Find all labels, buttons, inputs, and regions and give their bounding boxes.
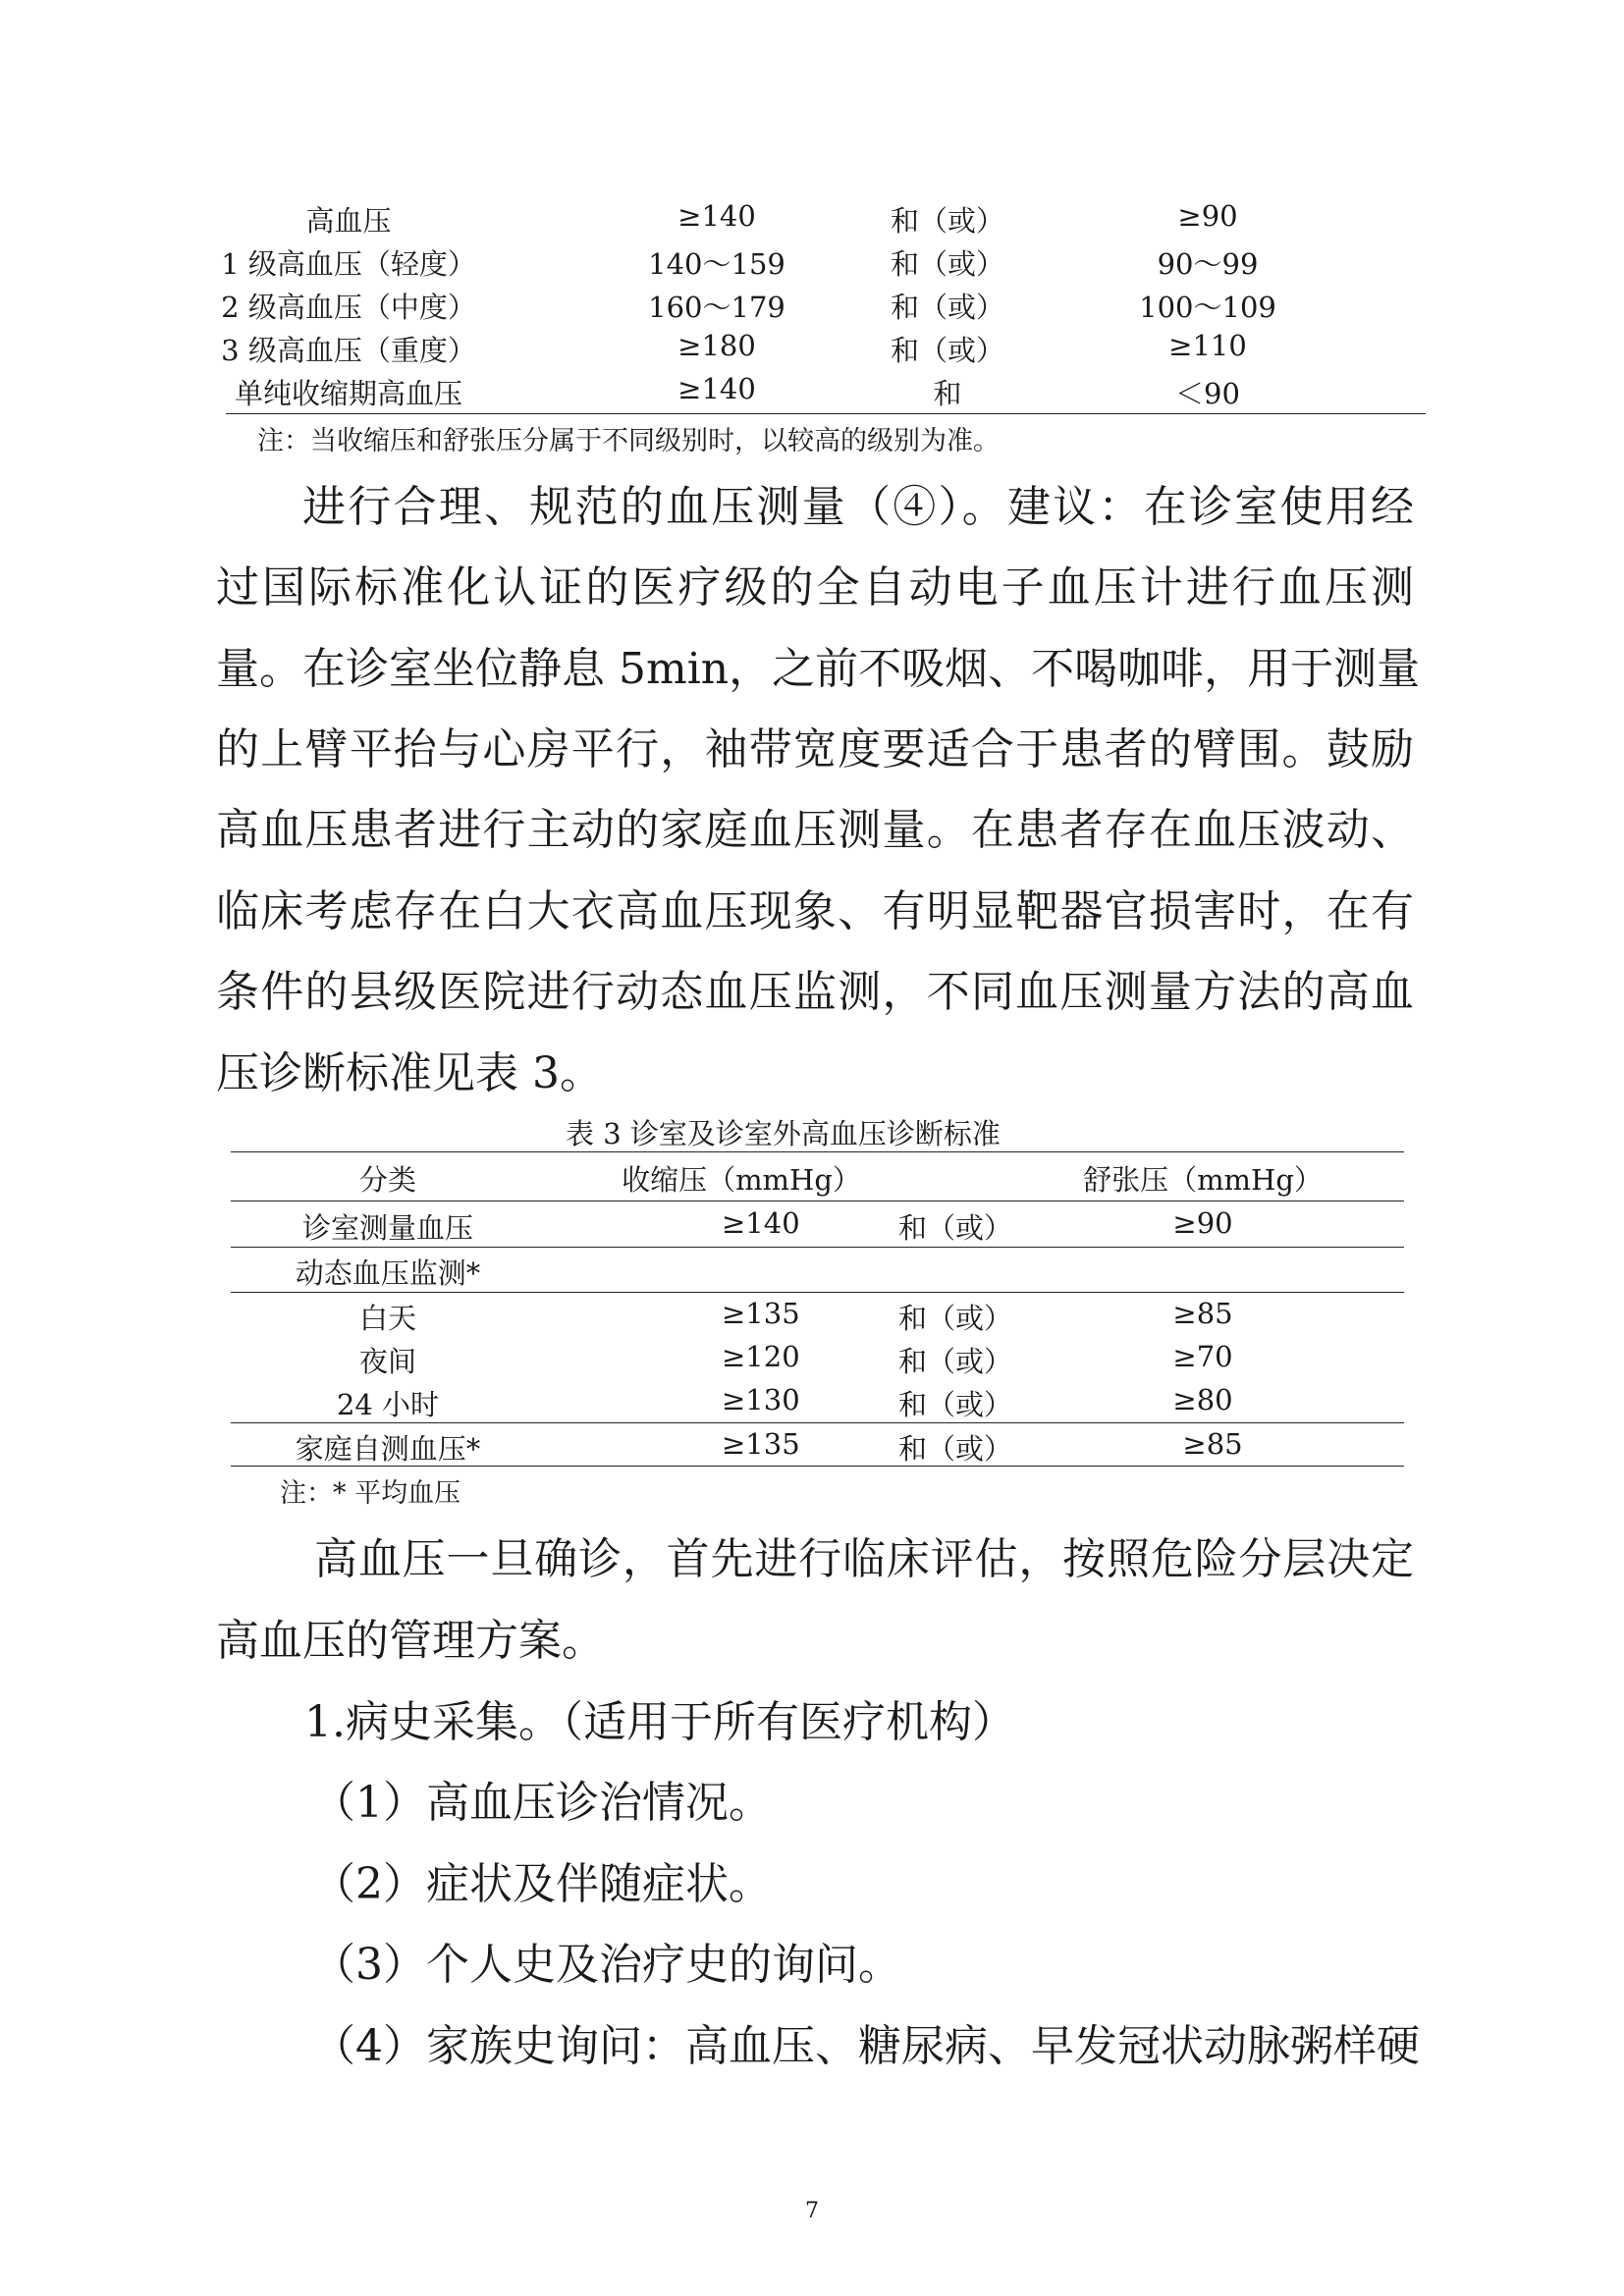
- table-row: [231, 1383, 1404, 1426]
- table-cell-category: 1 级高血压（轻度）: [221, 247, 476, 281]
- table-cell-diastolic: ≥90: [1177, 199, 1238, 233]
- table-row: [231, 1206, 1404, 1250]
- table-cell-relation: 和（或）: [890, 247, 1004, 281]
- paragraph-line: 高血压的管理方案。: [216, 1616, 605, 1666]
- table-cell-systolic: ≥140: [677, 372, 756, 405]
- list-item: （3）个人史及治疗史的询问。: [312, 1940, 901, 1990]
- table-cell-diastolic: 90～99: [1157, 247, 1259, 281]
- paragraph-line: 压诊断标准见表 3。: [216, 1048, 603, 1098]
- table-cell-systolic: ≥180: [677, 329, 756, 362]
- table-row: [231, 1297, 1404, 1340]
- list-item: （2）症状及伴随症状。: [312, 1859, 772, 1909]
- table-row: [211, 199, 1370, 242]
- table-cell-category: 3 级高血压（重度）: [221, 334, 476, 367]
- table-cell-systolic: ≥130: [722, 1383, 800, 1416]
- table-cell-diastolic: ≥110: [1168, 329, 1247, 362]
- table-cell-systolic: 140～159: [648, 247, 785, 281]
- table-top-rule: [231, 1151, 1404, 1152]
- table-row: [231, 1252, 1404, 1295]
- table-cell-diastolic: ＜90: [1175, 377, 1240, 410]
- table-cell-relation: 和（或）: [890, 334, 1004, 367]
- table-row-rule: [231, 1422, 1404, 1423]
- table-note: 注：* 平均血压: [280, 1478, 461, 1509]
- paragraph-line: 高血压患者进行主动的家庭血压测量。在患者存在血压波动、: [216, 805, 1414, 855]
- table-cell-relation: 和（或）: [890, 291, 1004, 324]
- list-item: （4）家族史询问：高血压、糖尿病、早发冠状动脉粥样硬: [312, 2021, 1420, 2071]
- table-note: 注：当收缩压和舒张压分属于不同级别时，以较高的级别为准。: [257, 426, 1000, 456]
- paragraph-line: 过国际标准化认证的医疗级的全自动电子血压计进行血压测: [216, 562, 1414, 613]
- table-row: [231, 1427, 1404, 1470]
- paragraph-line: 高血压一旦确诊，首先进行临床评估，按照危险分层决定: [314, 1534, 1414, 1584]
- table-cell-category: 高血压: [305, 204, 392, 238]
- table-caption: 表 3 诊室及诊室外高血压诊断标准: [566, 1117, 1001, 1150]
- paragraph-line: 量。在诊室坐位静息 5min，之前不吸烟、不喝咖啡，用于测量: [216, 644, 1421, 694]
- table-row-rule: [231, 1247, 1404, 1248]
- paragraph-line: 的上臂平抬与心房平行，袖带宽度要适合于患者的臂围。鼓励: [216, 724, 1414, 774]
- table-cell-relation: 和（或）: [898, 1302, 1013, 1335]
- table-cell-systolic: ≥135: [722, 1297, 800, 1330]
- table-cell-systolic: ≥120: [722, 1340, 800, 1373]
- table-cell-relation: 和（或）: [898, 1432, 1013, 1466]
- table-row-rule: [231, 1292, 1404, 1293]
- table-cell-relation: 和（或）: [898, 1211, 1013, 1245]
- paragraph-line: 条件的县级医院进行动态血压监测，不同血压测量方法的高血: [216, 967, 1414, 1017]
- table-cell-systolic: ≥140: [722, 1206, 800, 1240]
- table-cell-category: 白天: [358, 1302, 416, 1335]
- table-bottom-rule: [231, 1466, 1404, 1467]
- table-bottom-rule: [226, 413, 1426, 414]
- table-row: [211, 242, 1370, 286]
- table-cell-category: 动态血压监测*: [295, 1256, 481, 1290]
- table-cell-diastolic: ≥70: [1172, 1340, 1233, 1373]
- section-heading: 1.病史采集。（适用于所有医疗机构）: [304, 1697, 1015, 1747]
- table-header-diastolic: 舒张压（mmHg）: [1083, 1163, 1323, 1197]
- table-cell-diastolic: ≥80: [1172, 1383, 1233, 1416]
- table-cell-category: 24 小时: [336, 1388, 440, 1421]
- table-cell-systolic: ≥135: [722, 1427, 800, 1461]
- paragraph-line: 进行合理、规范的血压测量（④）。建议：在诊室使用经: [302, 482, 1414, 532]
- table-cell-diastolic: 100～109: [1139, 291, 1276, 324]
- table-cell-systolic: 160～179: [648, 291, 785, 324]
- table-row: [211, 286, 1370, 329]
- table-header-systolic: 收缩压（mmHg）: [622, 1163, 861, 1197]
- table-cell-category: 夜间: [358, 1345, 416, 1378]
- table-cell-diastolic: ≥85: [1182, 1427, 1243, 1461]
- table-header-category: 分类: [358, 1163, 416, 1197]
- table-cell-systolic: ≥140: [677, 199, 756, 233]
- table-cell-relation: 和（或）: [898, 1388, 1013, 1421]
- table-cell-relation: 和: [933, 377, 962, 410]
- table-row: [231, 1340, 1404, 1383]
- table-cell-diastolic: ≥90: [1172, 1206, 1233, 1240]
- table-cell-category: 诊室测量血压: [301, 1211, 473, 1245]
- table-cell-category: 家庭自测血压*: [295, 1432, 481, 1466]
- table-cell-relation: 和（或）: [898, 1345, 1013, 1378]
- list-item: （1）高血压诊治情况。: [312, 1778, 772, 1828]
- table-cell-category: 2 级高血压（中度）: [221, 291, 476, 324]
- page-number: 7: [805, 2199, 819, 2223]
- paragraph-line: 临床考虑存在白大衣高血压现象、有明显靶器官损害时，在有: [216, 886, 1414, 936]
- table-cell-relation: 和（或）: [890, 204, 1004, 238]
- table-header-row: [231, 1158, 1404, 1201]
- table-cell-diastolic: ≥85: [1172, 1297, 1233, 1330]
- table-cell-category: 单纯收缩期高血压: [234, 377, 462, 410]
- table-row: [211, 372, 1370, 415]
- table-row: [211, 329, 1370, 372]
